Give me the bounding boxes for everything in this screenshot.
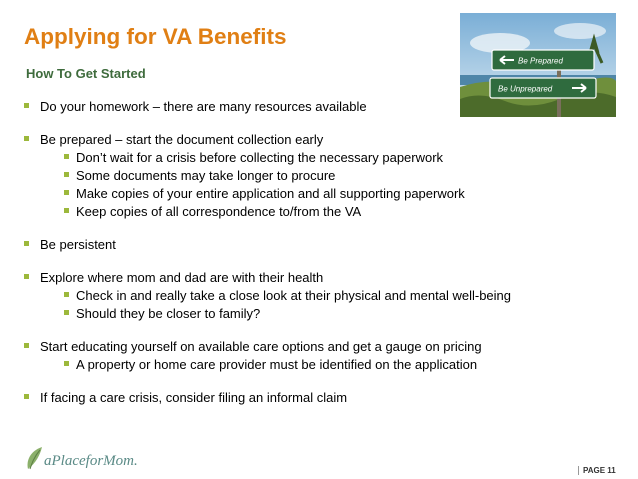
sub-bullet-item: Some documents may take longer to procure — [64, 168, 335, 183]
sub-bullet-item: Make copies of your entire application and all supporting paperwork — [64, 186, 465, 201]
bullet-square-icon — [64, 208, 69, 213]
bullet-square-icon — [64, 292, 69, 297]
bullet-item: If facing a care crisis, consider filing an informal claim — [24, 390, 347, 405]
sub-bullet-item: A property or home care provider must be identified on the application — [64, 357, 477, 372]
bullet-item: Do your homework – there are many resources available — [24, 99, 367, 114]
bullet-square-icon — [64, 154, 69, 159]
page-number: PAGE 11 — [578, 466, 616, 475]
aplaceformom-logo — [24, 445, 174, 473]
bullet-square-icon — [64, 310, 69, 315]
sub-bullet-item: Keep copies of all correspondence to/from the VA — [64, 204, 361, 219]
bullet-item: Start educating yourself on available care options and get a gauge on pricing — [24, 339, 482, 354]
bullet-item: Be persistent — [24, 237, 116, 252]
sub-bullet-item: Check in and really take a close look at their physical and mental well-being — [64, 288, 511, 303]
slide-subtitle: How To Get Started — [26, 66, 146, 81]
logo-wordmark: aPlaceforMom. — [44, 453, 138, 469]
bullet-square-icon — [64, 361, 69, 366]
bullet-square-icon — [24, 103, 29, 108]
slide-title: Applying for VA Benefits — [24, 24, 287, 49]
signpost-photo — [460, 13, 616, 117]
bullet-square-icon — [24, 241, 29, 246]
leaf-icon — [24, 445, 46, 471]
bullet-square-icon — [64, 172, 69, 177]
bullet-square-icon — [24, 343, 29, 348]
bullet-square-icon — [24, 136, 29, 141]
bullet-item: Be prepared – start the document collection early — [24, 132, 323, 147]
sub-bullet-item: Don’t wait for a crisis before collecting the necessary paperwork — [64, 150, 443, 165]
bullet-square-icon — [64, 190, 69, 195]
sub-bullet-item: Should they be closer to family? — [64, 306, 260, 321]
bullet-square-icon — [24, 394, 29, 399]
bullet-item: Explore where mom and dad are with their health — [24, 270, 323, 285]
signpost-illustration — [460, 13, 616, 117]
sign-top-label: Be Prepared — [518, 56, 563, 66]
bullet-square-icon — [24, 274, 29, 279]
sign-bottom-label: Be Unprepared — [498, 84, 553, 94]
